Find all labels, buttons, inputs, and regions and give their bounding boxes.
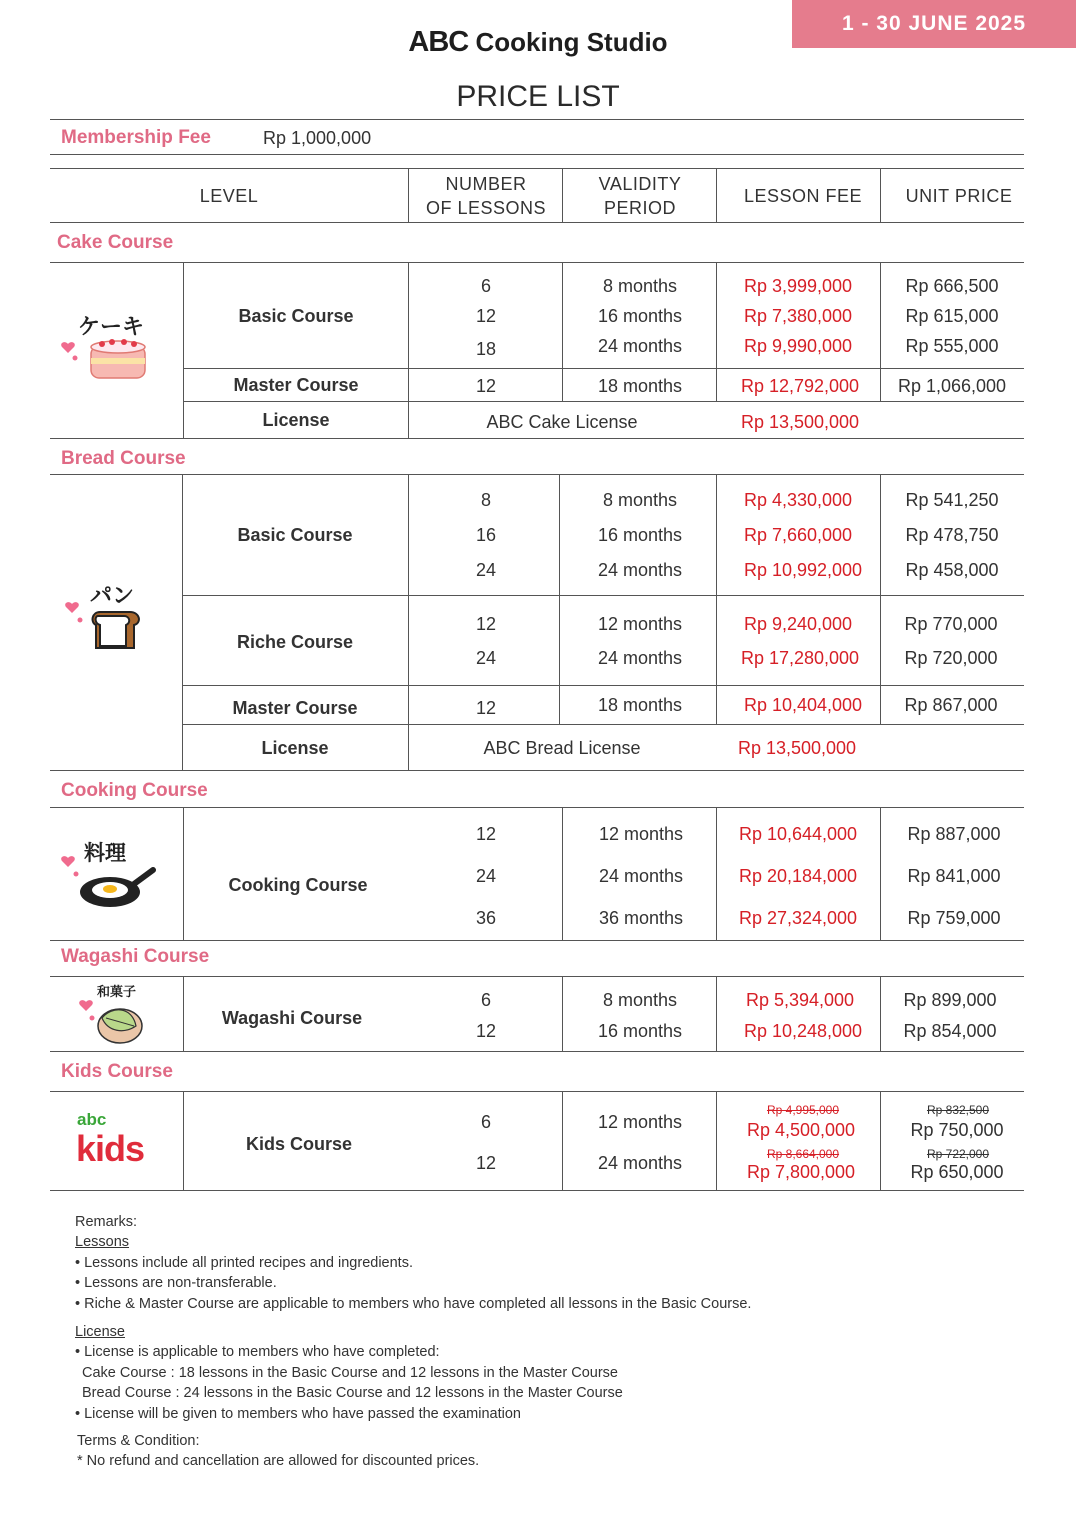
cake-basic-fee-2: Rp 7,380,000 xyxy=(743,306,853,326)
header-lesson-fee: LESSON FEE xyxy=(743,186,863,206)
cake-license-desc: ABC Cake License xyxy=(486,412,638,432)
cake-basic-validity-1: 8 months xyxy=(602,276,678,296)
remarks-license-3: Bread Course : 24 lessons in the Basic Course and 12 lessons in the Master Course xyxy=(82,1385,623,1402)
remarks-license-2: Cake Course : 18 lessons in the Basic Course and 12 lessons in the Master Course xyxy=(82,1364,618,1381)
header-lessons-line1: NUMBER xyxy=(445,174,527,194)
cake-basic-unit-2: Rp 615,000 xyxy=(905,306,999,326)
header-validity-line1: VALIDITY xyxy=(598,174,682,194)
header-level: LEVEL xyxy=(199,186,259,206)
bread-master-validity: 18 months xyxy=(597,695,683,715)
cake-basic-fee-3: Rp 9,990,000 xyxy=(743,336,853,356)
section-cooking: Cooking Course xyxy=(61,780,208,801)
header-validity-line2: PERIOD xyxy=(603,198,677,218)
remarks-lessons-title: Lessons xyxy=(75,1234,130,1251)
remarks-lessons-3: • Riche & Master Course are applicable to members who have completed all lessons in the Basic Course. xyxy=(75,1295,752,1312)
cooking-validity-2: 24 months xyxy=(598,866,684,886)
wagashi-icon-label: 和菓子 xyxy=(97,984,137,999)
cooking-course-name: Cooking Course xyxy=(228,875,368,895)
kids-fee-old-2: Rp 8,664,000 xyxy=(766,1147,840,1161)
wagashi-fee-2: Rp 10,248,000 xyxy=(743,1021,863,1041)
cake-basic-lessons-3: 18 xyxy=(475,339,497,359)
cooking-validity-3: 36 months xyxy=(598,908,684,928)
brand-abc: ABC xyxy=(408,26,469,58)
cooking-fee-2: Rp 20,184,000 xyxy=(738,866,858,886)
bread-icon-label: パン xyxy=(90,583,135,608)
remarks-license-1: • License is applicable to members who have completed: xyxy=(75,1344,440,1361)
bread-riche-name: Riche Course xyxy=(236,632,354,652)
remarks-lessons-1: • Lessons include all printed recipes and ingredients. xyxy=(75,1254,413,1271)
bread-basic-lessons-3: 24 xyxy=(475,560,497,580)
cake-icon xyxy=(60,336,150,384)
bread-master-unit: Rp 867,000 xyxy=(904,695,998,715)
section-cake: Cake Course xyxy=(57,232,174,253)
bread-basic-lessons-1: 8 xyxy=(480,490,492,510)
bread-license-fee: Rp 13,500,000 xyxy=(737,738,857,758)
date-range: 1 - 30 JUNE 2025 xyxy=(841,12,1027,35)
kids-course-name: Kids Course xyxy=(245,1134,353,1154)
bread-basic-name: Basic Course xyxy=(237,525,353,545)
cake-license-fee: Rp 13,500,000 xyxy=(740,412,860,432)
wagashi-unit-1: Rp 899,000 xyxy=(903,990,997,1010)
cooking-icon-label: 料理 xyxy=(84,842,126,865)
bread-basic-fee-1: Rp 4,330,000 xyxy=(743,490,853,510)
remarks-license-title: License xyxy=(75,1324,125,1341)
cake-basic-lessons-2: 12 xyxy=(475,306,497,326)
kids-validity-1: 12 months xyxy=(597,1112,683,1132)
remarks xyxy=(75,1212,751,1472)
kids-unit-old-2: Rp 722,000 xyxy=(926,1147,990,1161)
cooking-unit-1: Rp 887,000 xyxy=(907,824,1001,844)
wagashi-lessons-2: 12 xyxy=(475,1021,497,1041)
bread-basic-unit-3: Rp 458,000 xyxy=(905,560,999,580)
wagashi-validity-2: 16 months xyxy=(597,1021,683,1041)
bread-master-lessons: 12 xyxy=(475,698,497,718)
kids-unit-2: Rp 650,000 xyxy=(910,1162,1004,1182)
kids-fee-old-1: Rp 4,995,000 xyxy=(766,1103,840,1117)
section-wagashi: Wagashi Course xyxy=(61,946,210,967)
wagashi-icon xyxy=(76,996,148,1048)
bread-basic-validity-1: 8 months xyxy=(602,490,678,510)
bread-basic-lessons-2: 16 xyxy=(475,525,497,545)
kids-unit-old-1: Rp 832,500 xyxy=(926,1103,990,1117)
cake-icon-label: ケーキ xyxy=(78,314,145,339)
bread-riche-lessons-2: 24 xyxy=(475,648,497,668)
cake-master-unit: Rp 1,066,000 xyxy=(897,376,1007,396)
section-kids: Kids Course xyxy=(61,1061,173,1082)
wagashi-validity-1: 8 months xyxy=(602,990,678,1010)
frying-pan-icon xyxy=(60,852,160,912)
bread-riche-fee-2: Rp 17,280,000 xyxy=(740,648,860,668)
bread-basic-fee-2: Rp 7,660,000 xyxy=(743,525,853,545)
brand-logo xyxy=(0,26,1076,59)
cake-license-name: License xyxy=(262,410,330,430)
wagashi-course-name: Wagashi Course xyxy=(221,1008,363,1028)
cake-basic-unit-3: Rp 555,000 xyxy=(905,336,999,356)
cake-master-lessons: 12 xyxy=(475,376,497,396)
section-bread: Bread Course xyxy=(61,448,186,469)
wagashi-fee-1: Rp 5,394,000 xyxy=(745,990,855,1010)
bread-basic-validity-3: 24 months xyxy=(597,560,683,580)
wagashi-unit-2: Rp 854,000 xyxy=(903,1021,997,1041)
header-lessons-line2: OF LESSONS xyxy=(425,198,547,218)
remarks-title: Remarks: xyxy=(75,1214,138,1230)
cake-basic-validity-3: 24 months xyxy=(597,336,683,356)
bread-riche-unit-1: Rp 770,000 xyxy=(904,614,998,634)
page-title: PRICE LIST xyxy=(456,80,620,113)
cooking-unit-3: Rp 759,000 xyxy=(907,908,1001,928)
bread-license-desc: ABC Bread License xyxy=(483,738,641,758)
cake-basic-unit-1: Rp 666,500 xyxy=(905,276,999,296)
bread-icon xyxy=(64,598,148,654)
brand-name: Cooking Studio xyxy=(475,27,668,57)
cooking-unit-2: Rp 841,000 xyxy=(907,866,1001,886)
bread-basic-validity-2: 16 months xyxy=(597,525,683,545)
membership-label: Membership Fee xyxy=(61,127,211,148)
cooking-validity-1: 12 months xyxy=(598,824,684,844)
bread-basic-unit-1: Rp 541,250 xyxy=(905,490,999,510)
kids-validity-2: 24 months xyxy=(597,1153,683,1173)
remarks-license-4: • License will be given to members who have passed the examination xyxy=(75,1405,521,1422)
kids-lessons-1: 6 xyxy=(480,1112,492,1132)
cooking-lessons-3: 36 xyxy=(475,908,497,928)
kids-logo: kids xyxy=(76,1128,145,1169)
kids-fee-2: Rp 7,800,000 xyxy=(746,1162,856,1182)
bread-master-fee: Rp 10,404,000 xyxy=(743,695,863,715)
bread-riche-validity-1: 12 months xyxy=(597,614,683,634)
bread-riche-lessons-1: 12 xyxy=(475,614,497,634)
remarks-lessons-2: • Lessons are non-transferable. xyxy=(75,1275,277,1292)
header-unit-price: UNIT PRICE xyxy=(905,186,1013,206)
cake-master-validity: 18 months xyxy=(597,376,683,396)
bread-license-name: License xyxy=(261,738,329,758)
kids-lessons-2: 12 xyxy=(475,1153,497,1173)
membership-value: Rp 1,000,000 xyxy=(263,128,372,148)
kids-logo-small: abc xyxy=(77,1110,107,1129)
bread-riche-validity-2: 24 months xyxy=(597,648,683,668)
cake-master-name: Master Course xyxy=(233,375,359,395)
terms-title: Terms & Condition: xyxy=(77,1433,200,1450)
kids-fee-1: Rp 4,500,000 xyxy=(746,1120,856,1140)
cake-basic-lessons-1: 6 xyxy=(480,276,492,296)
cooking-lessons-2: 24 xyxy=(475,866,497,886)
kids-unit-1: Rp 750,000 xyxy=(910,1120,1004,1140)
bread-basic-unit-2: Rp 478,750 xyxy=(905,525,999,545)
cake-basic-fee-1: Rp 3,999,000 xyxy=(743,276,853,296)
bread-basic-fee-3: Rp 10,992,000 xyxy=(743,560,863,580)
cooking-lessons-1: 12 xyxy=(475,824,497,844)
bread-riche-unit-2: Rp 720,000 xyxy=(904,648,998,668)
cooking-fee-1: Rp 10,644,000 xyxy=(738,824,858,844)
bread-riche-fee-1: Rp 9,240,000 xyxy=(743,614,853,634)
cake-master-fee: Rp 12,792,000 xyxy=(740,376,860,396)
cake-basic-validity-2: 16 months xyxy=(597,306,683,326)
cooking-fee-3: Rp 27,324,000 xyxy=(738,908,858,928)
wagashi-lessons-1: 6 xyxy=(480,990,492,1010)
bread-master-name: Master Course xyxy=(232,698,358,718)
cake-basic-name: Basic Course xyxy=(238,306,354,326)
terms-text: * No refund and cancellation are allowed for discounted prices. xyxy=(77,1453,480,1470)
